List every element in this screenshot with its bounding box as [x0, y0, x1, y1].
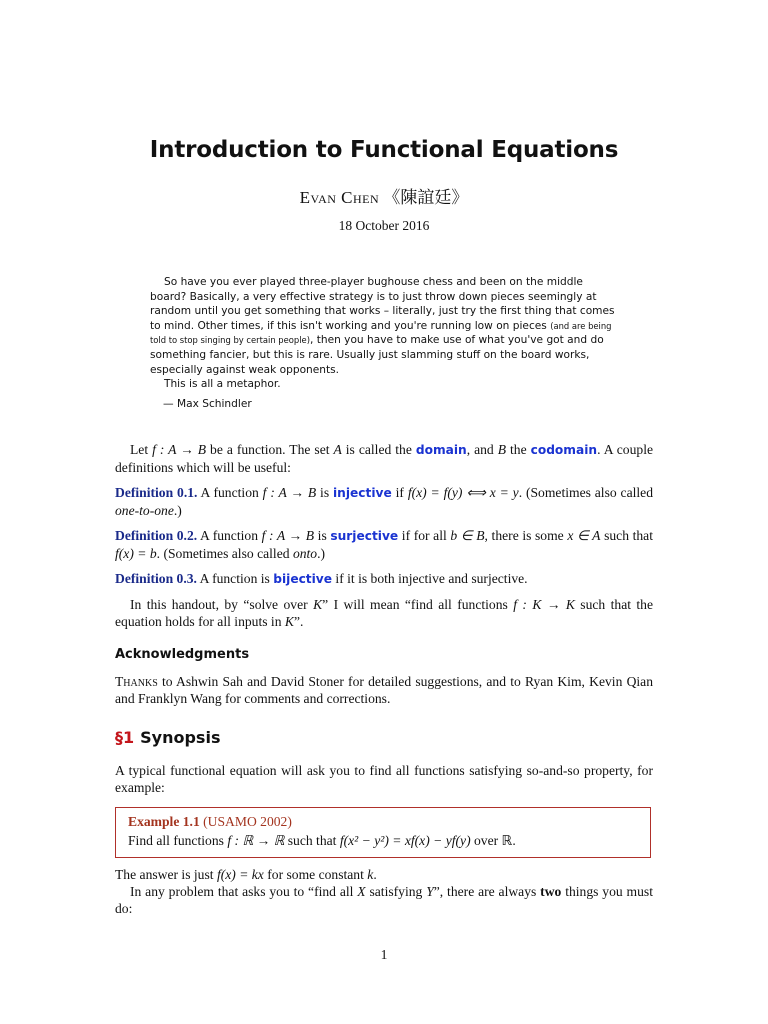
term-bijective: bijective — [273, 572, 333, 586]
definition-label: Definition 0.1. — [115, 485, 198, 500]
answer-paragraph: The answer is just f(x) = kx for some constant k. In any problem that asks you to “find all X satisfying Y”, there are always two things you must do: — [115, 867, 653, 917]
page-number: 1 — [380, 947, 388, 962]
term-injective: injective — [333, 486, 392, 500]
epigraph-text: So have you ever played three-player bughouse chess and been on the middle board? Basically, a very effective strategy is to just throw down pieces seemingly at random until you get something that works – literally, just try the first thing that comes to mind. Other times, if this isn't working and you're running low on pieces — [150, 276, 615, 332]
term-surjective: surjective — [330, 529, 399, 543]
term-codomain: codomain — [530, 443, 598, 457]
definition-label: Definition 0.2. — [115, 528, 198, 543]
definition-label: Definition 0.3. — [115, 571, 197, 586]
epigraph-paragraph — [150, 275, 618, 377]
epigraph-attribution: — Max Schindler — [163, 398, 252, 410]
handout-note: In this handout, by “solve over K” I will mean “find all functions f : K → K such that the equation holds for all inputs in K”. — [115, 597, 654, 630]
intro-paragraph: Let f : A → B be a function. The set A is called the domain, and B the codomain. A couple definitions which will be useful: — [115, 442, 654, 476]
example-heading — [128, 814, 292, 830]
epigraph — [150, 275, 618, 392]
definition-bijective: Definition 0.3. A function is bijective if it is both injective and surjective. — [115, 571, 528, 586]
example-label: Example 1.1 — [128, 814, 200, 829]
paper-date: 18 October 2016 — [338, 218, 430, 233]
example-statement: Find all functions f : ℝ → ℝ such that f(x² − y²) = xf(x) − yf(y) over ℝ. — [128, 833, 516, 848]
author-line — [0, 183, 768, 208]
acknowledgments-heading: Acknowledgments — [115, 647, 250, 662]
epigraph-text-cont: , then you have to make use of what you've got and do something fancier, but this is rare. Usually just slamming stuff on the board works, especially against weak opponents. — [150, 334, 604, 376]
epigraph-metaphor: This is all a metaphor. — [164, 378, 281, 391]
section-number: §1 — [115, 728, 135, 747]
definition-injective: Definition 0.1. A function f : A → B is injective if f(x) = f(y) ⟺ x = y. (Sometimes also called one-to-one.) — [115, 485, 653, 519]
author-cjk-name: 《陳誼廷》 — [383, 188, 469, 207]
synopsis-paragraph: A typical functional equation will ask you to find all functions satisfying so-and-so property, for example: — [115, 763, 653, 796]
section-title: Synopsis — [140, 728, 221, 747]
epigraph-aside: (and are being told to stop singing by certain people) — [150, 320, 612, 346]
section-heading-synopsis — [115, 728, 220, 747]
acknowledgments-text: Thanks to Ashwin Sah and David Stoner for detailed suggestions, and to Ryan Kim, Kevin Qian and Franklyn Wang for comments and corrections. — [115, 674, 653, 707]
definition-surjective: Definition 0.2. A function f : A → B is surjective if for all b ∈ B, there is some x ∈ A such that f(x) = b. (Sometimes also called onto.) — [115, 528, 653, 562]
example-source: (USAMO 2002) — [199, 814, 292, 829]
paper-title: Introduction to Functional Equations — [149, 137, 619, 163]
term-domain: domain — [415, 443, 467, 457]
author-name: Evan Chen — [299, 188, 380, 207]
